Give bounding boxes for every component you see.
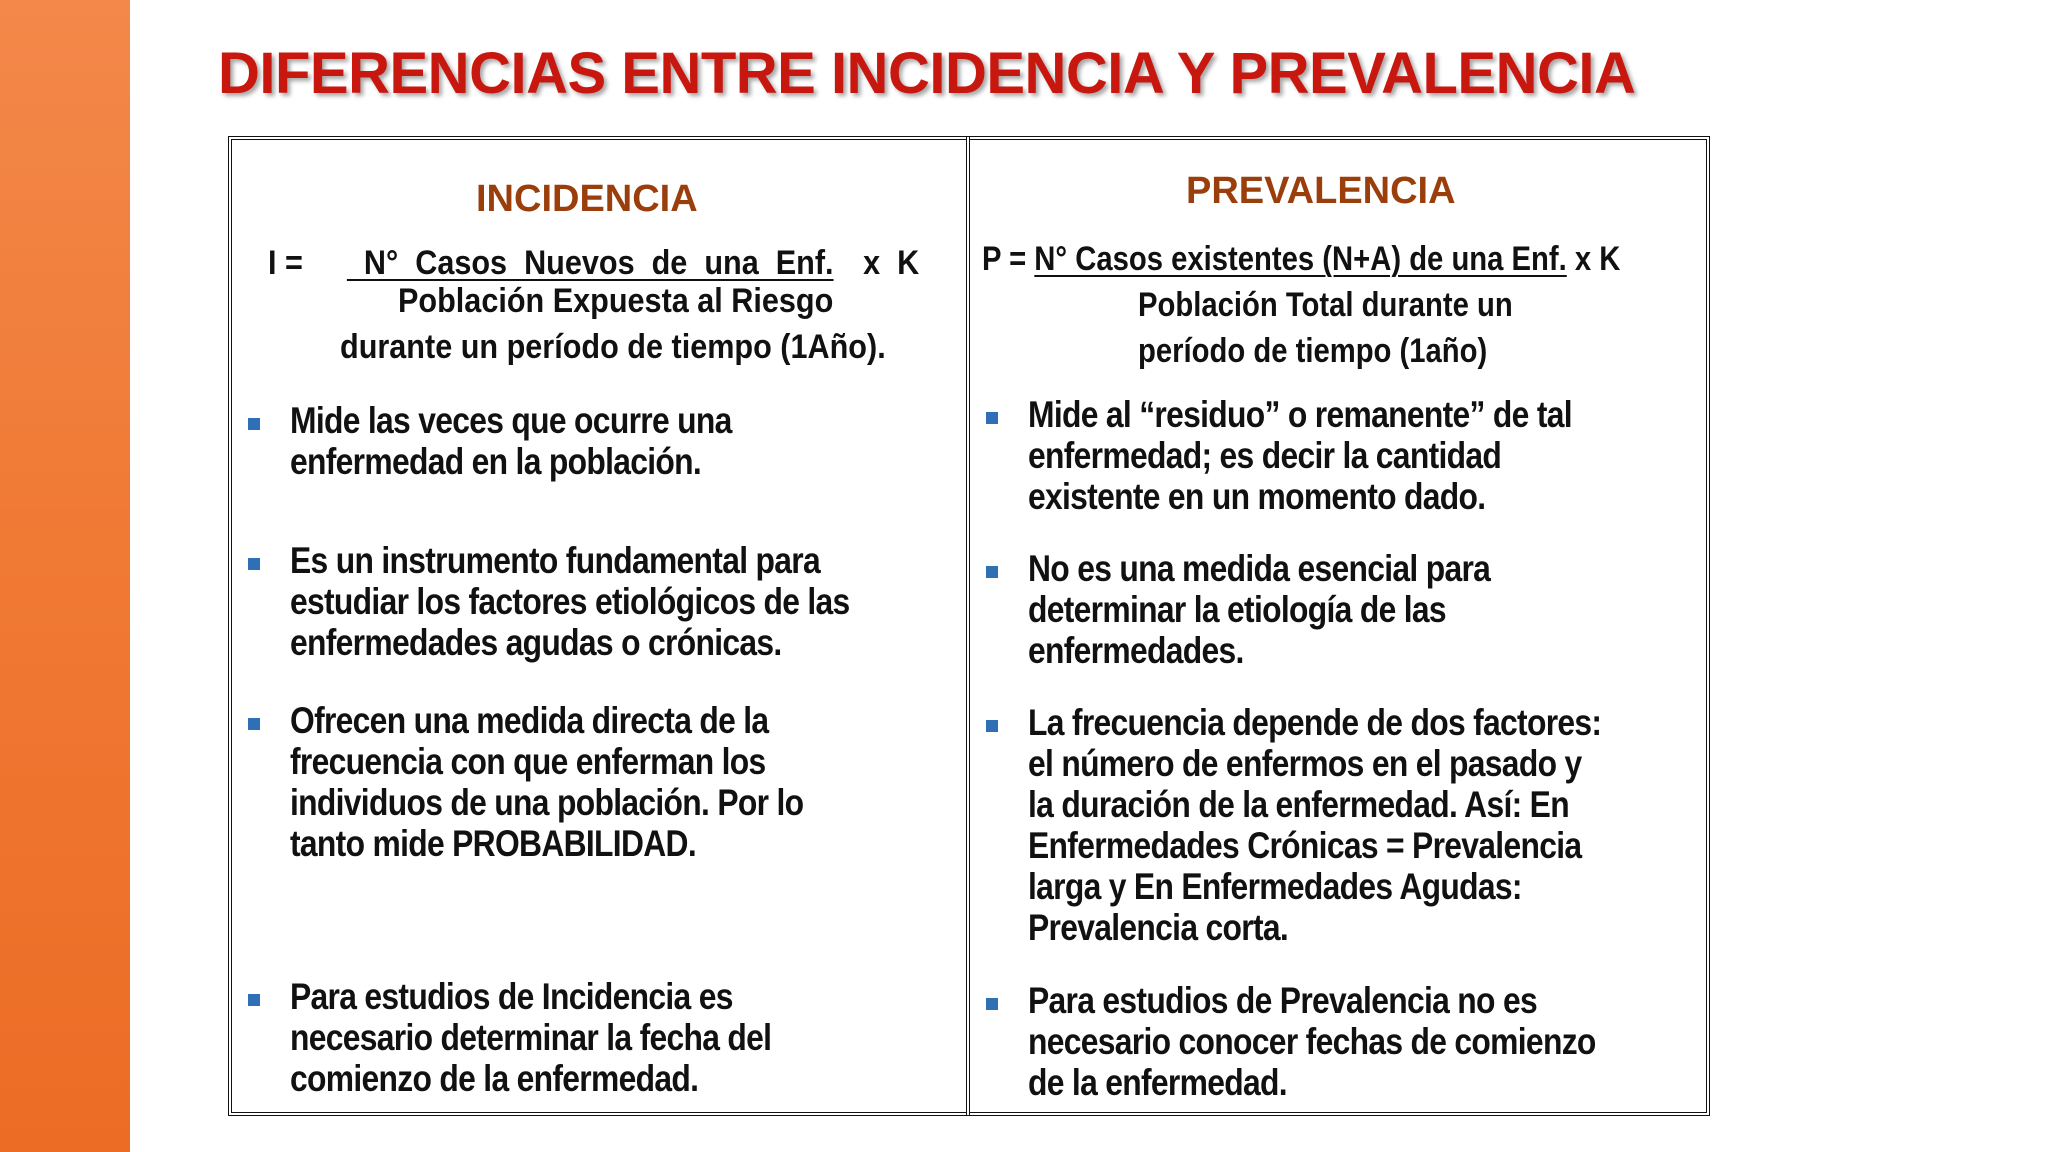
prevalencia-bullet-1: [986, 394, 1660, 517]
incidencia-bullet-3: [248, 700, 887, 864]
prevalencia-bullet-text: Mide al “residuo” o remanente” de tal enfermedad; es decir la cantidad existente en un momento dado.: [1028, 394, 1572, 517]
incidencia-formula-multiplier: x K: [863, 244, 920, 282]
incidencia-bullet-text: Para estudios de Incidencia es necesario determinar la fecha del comienzo de la enfermedad.: [290, 976, 772, 1099]
prevalencia-heading: PREVALENCIA: [1186, 170, 1456, 212]
bullet-square-icon: [986, 998, 998, 1010]
bullet-square-icon: [986, 566, 998, 578]
prevalencia-formula-lhs: P =: [982, 240, 1027, 278]
incidencia-bullet-1: [248, 400, 804, 482]
prevalencia-formula-line: [982, 240, 1620, 279]
bullet-square-icon: [986, 720, 998, 732]
incidencia-formula-lhs: I =: [268, 244, 303, 282]
incidencia-bullet-2: [248, 540, 941, 663]
prevalencia-bullet-3: [986, 702, 1695, 948]
incidencia-bullet-text: Mide las veces que ocurre una enfermedad en la población.: [290, 400, 732, 482]
prevalencia-bullet-2: [986, 548, 1565, 671]
bullet-square-icon: [986, 412, 998, 424]
incidencia-panel: [228, 136, 970, 1116]
prevalencia-formula-denominator-2: período de tiempo (1año): [1138, 332, 1488, 370]
incidencia-formula-denominator-1: Población Expuesta al Riesgo: [398, 282, 834, 320]
bullet-square-icon: [248, 994, 260, 1006]
incidencia-bullet-text: Ofrecen una medida directa de la frecuencia con que enferman los individuos de una población. Por lo tanto mide PROBABILIDAD.: [290, 700, 804, 864]
bullet-square-icon: [248, 558, 260, 570]
side-accent-bar: [0, 0, 130, 1152]
prevalencia-panel: [966, 136, 1710, 1116]
incidencia-formula-numerator: N° Casos Nuevos de una Enf.: [346, 244, 834, 282]
incidencia-bullet-4: [248, 976, 850, 1099]
bullet-square-icon: [248, 418, 260, 430]
prevalencia-bullet-text: Para estudios de Prevalencia no es necesario conocer fechas de comienzo de la enfermedad.: [1028, 980, 1596, 1103]
incidencia-heading: INCIDENCIA: [476, 178, 698, 220]
incidencia-formula-denominator-2: durante un período de tiempo (1Año).: [340, 328, 886, 366]
bullet-square-icon: [248, 718, 260, 730]
prevalencia-formula-denominator-1: Población Total durante un: [1138, 286, 1513, 324]
prevalencia-bullet-4: [986, 980, 1688, 1103]
prevalencia-bullet-text: La frecuencia depende de dos factores: el número de enfermos en el pasado y la duración de la enfermedad. Así: En Enfermedades Crónicas = Prevalencia larga y En Enfermedades Agudas: Prevalencia corta.: [1028, 702, 1602, 948]
prevalencia-bullet-text: No es una medida esencial para determinar la etiología de las enfermedades.: [1028, 548, 1491, 671]
incidencia-bullet-text: Es un instrumento fundamental para estudiar los factores etiológicos de las enfermedades agudas o crónicas.: [290, 540, 850, 663]
incidencia-formula-line: [268, 244, 919, 283]
prevalencia-formula-multiplier: x K: [1574, 240, 1621, 278]
prevalencia-formula-numerator: N° Casos existentes (N+A) de una Enf.: [1034, 240, 1567, 278]
slide-title: DIFERENCIAS ENTRE INCIDENCIA Y PREVALENCIA: [218, 41, 1636, 106]
